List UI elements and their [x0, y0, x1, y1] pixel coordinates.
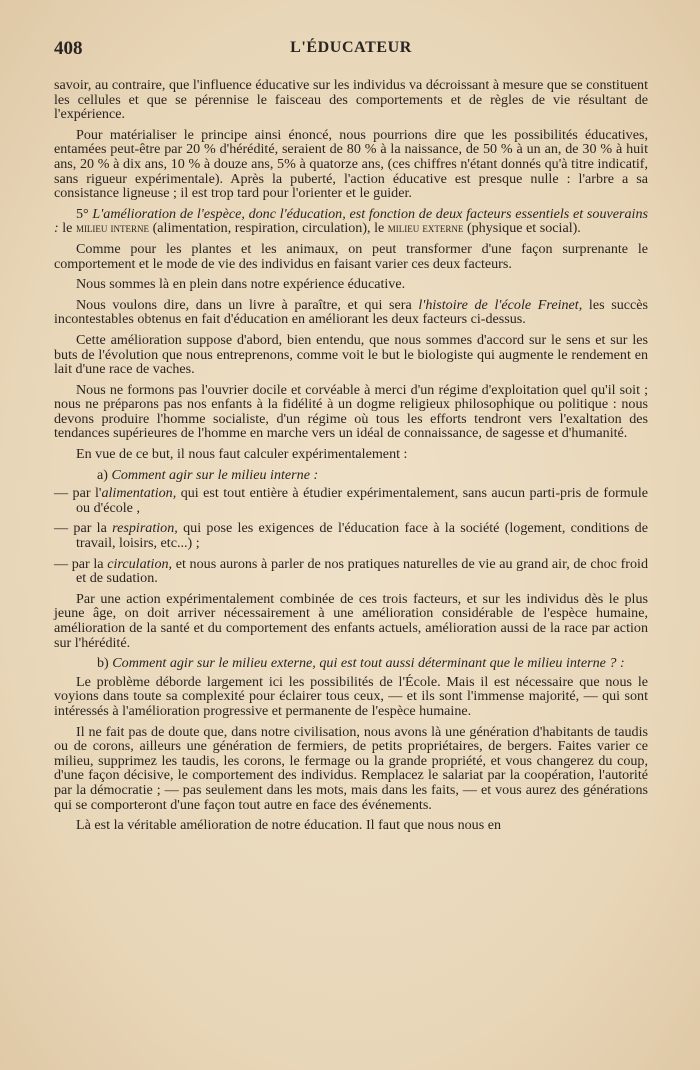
sub-label: b): [97, 655, 109, 672]
paragraph: Là est la véritable amélioration de notre éducation. Il faut que nous nous en: [76, 817, 502, 834]
sub-text: Comment agir sur le milieu interne :: [111, 466, 319, 483]
item-number: 5°: [76, 205, 89, 222]
paragraph: Le problème déborde largement ici les possibilités de l'École. Mais il est nécessaire que nous le voyions dans toute sa complexité pour éclairer tous ceux, — et ils sont l'immense majorité, — qui sont intéressés à l'amélioration progressive et permanente de l'espèce humaine.: [54, 673, 648, 719]
text: — par la: [54, 520, 107, 537]
list-item: [54, 557, 648, 586]
paragraph: Par une action expérimentalement combinée de ces trois facteurs, et sur les individus dès le plus jeune âge, on doit arriver nécessairement à une amélioration considérable de l'espèce humaine, amélioration de la santé et du comportement des enfants actuels, amélioration aussi de la race par action sur l'hérédité.: [54, 590, 648, 651]
text: qui pose les exigences de l'éducation face à la société (logement, conditions de travail, loisirs, etc...) ;: [76, 520, 648, 552]
text: (alimentation, respiration, circulation), le: [152, 220, 385, 237]
small-caps-term: milieu interne: [75, 221, 150, 236]
book-title: l'histoire de l'école Freinet,: [418, 296, 583, 313]
subheading-a: [54, 468, 648, 483]
paragraph: Comme pour les plantes et les animaux, on peut transformer d'une façon surprenante le comportement et le mode de vie des individus en faisant varier ces deux facteurs.: [54, 240, 648, 272]
emphasis: alimentation,: [101, 485, 177, 502]
list-item: [54, 486, 648, 515]
paragraph: En vue de ce but, il nous faut calculer expérimentalement :: [76, 446, 408, 463]
paragraph: Nous ne formons pas l'ouvrier docile et corvéable à merci d'un régime d'exploitation quel qu'il soit ; nous ne préparons pas nos enfants à la fidélité à un dogme religieux philosophique ou politique : nous devons produire l'homme socialiste, d'un régime où tous les efforts tendront vers l'exaltation des tendances supérieures de l'homme en marche vers un idéal de connaissance, de sagesse et d'humanité.: [54, 381, 648, 442]
text: le: [62, 220, 73, 237]
text: qui est tout entière à étudier expérimentalement, sans aucun parti-pris de formule ou d'école ,: [76, 485, 648, 516]
page: [54, 38, 648, 839]
text: Nous voulons dire, dans un livre à paraître, et qui sera: [76, 296, 412, 313]
sub-label: a): [97, 466, 108, 483]
text: (physique et social).: [466, 220, 581, 237]
list-item: [54, 521, 648, 550]
text: et nous aurons à parler de nos pratiques naturelles de vie au grand air, de choc froid et de sudation.: [76, 555, 648, 587]
sub-text: Comment agir sur le milieu externe, qui est tout aussi déterminant que le milieu interne ? :: [112, 655, 625, 672]
text: les succès incontestables obtenus en fait d'éducation en améliorant les deux facteurs ci-dessus.: [54, 296, 648, 328]
paragraph: Il ne fait pas de doute que, dans notre civilisation, nous avons là une génération d'habitants de taudis ou de corons, ailleurs une génération de fermiers, de petits propriétaires, de bergers. Faites varier ce milieu, supprimez les taudis, les corons, le fermage ou la grande propriété, et vous changerez du coup, d'une façon décisive, le comportement des individus. Remplacez le salariat par la coopération, l'autorité par la démocratie ; — pas seulement dans les mots, mais dans les faits, — et vous aurez des générations qui se comporteront d'une façon tout autre en face des événements.: [54, 723, 648, 813]
text: — par la: [54, 555, 104, 572]
paragraph: Cette amélioration suppose d'abord, bien entendu, que nous sommes d'accord sur le sens et sur les buts de l'évolution que nous entreprenons, comme voit le but le biologiste qui augmente le rendement en lait d'une race de vaches.: [54, 331, 648, 378]
body-text: [54, 78, 648, 833]
paragraph-principle-5: [54, 207, 648, 236]
small-caps-term: milieu externe: [387, 221, 464, 236]
paragraph: Nous sommes là en plein dans notre expérience éducative.: [76, 276, 406, 293]
emphasis: L'amélioration de l'espèce, donc l'éducation, est fonction de deux facteurs essentiels et souverains :: [54, 205, 648, 237]
page-number: 408: [54, 38, 83, 59]
paragraph: savoir, au contraire, que l'influence éducative sur les individus va décroissant à mesure que se constituent les cellules et que se pérennise le faisceau des comportements et de règles de vie résultant de l'expérience.: [54, 77, 648, 123]
page-header: [54, 38, 648, 64]
paragraph: Pour matérialiser le principe ainsi énoncé, nous pourrions dire que les possibilités éducatives, entamées peut-être par 20 % d'hérédité, seraient de 80 % à la naissance, de 50 % à un an, de 30 % à huit ans, 20 % à dix ans, 10 % à douze ans, 5% à quatorze ans, (ces chiffres n'étant donnés qu'à titre indicatif, sans rigueur expérimentale). Après la puberté, l'action éducative est presque nulle : l'arbre a sa consistance ligneuse ; il est trop tard pour l'orienter et le guider.: [54, 126, 648, 202]
emphasis: circulation,: [107, 555, 173, 572]
text: — par l': [54, 485, 102, 502]
subheading-b: [54, 656, 648, 671]
emphasis: respiration,: [112, 520, 178, 537]
paragraph: [54, 298, 648, 327]
running-title: L'ÉDUCATEUR: [290, 39, 412, 56]
